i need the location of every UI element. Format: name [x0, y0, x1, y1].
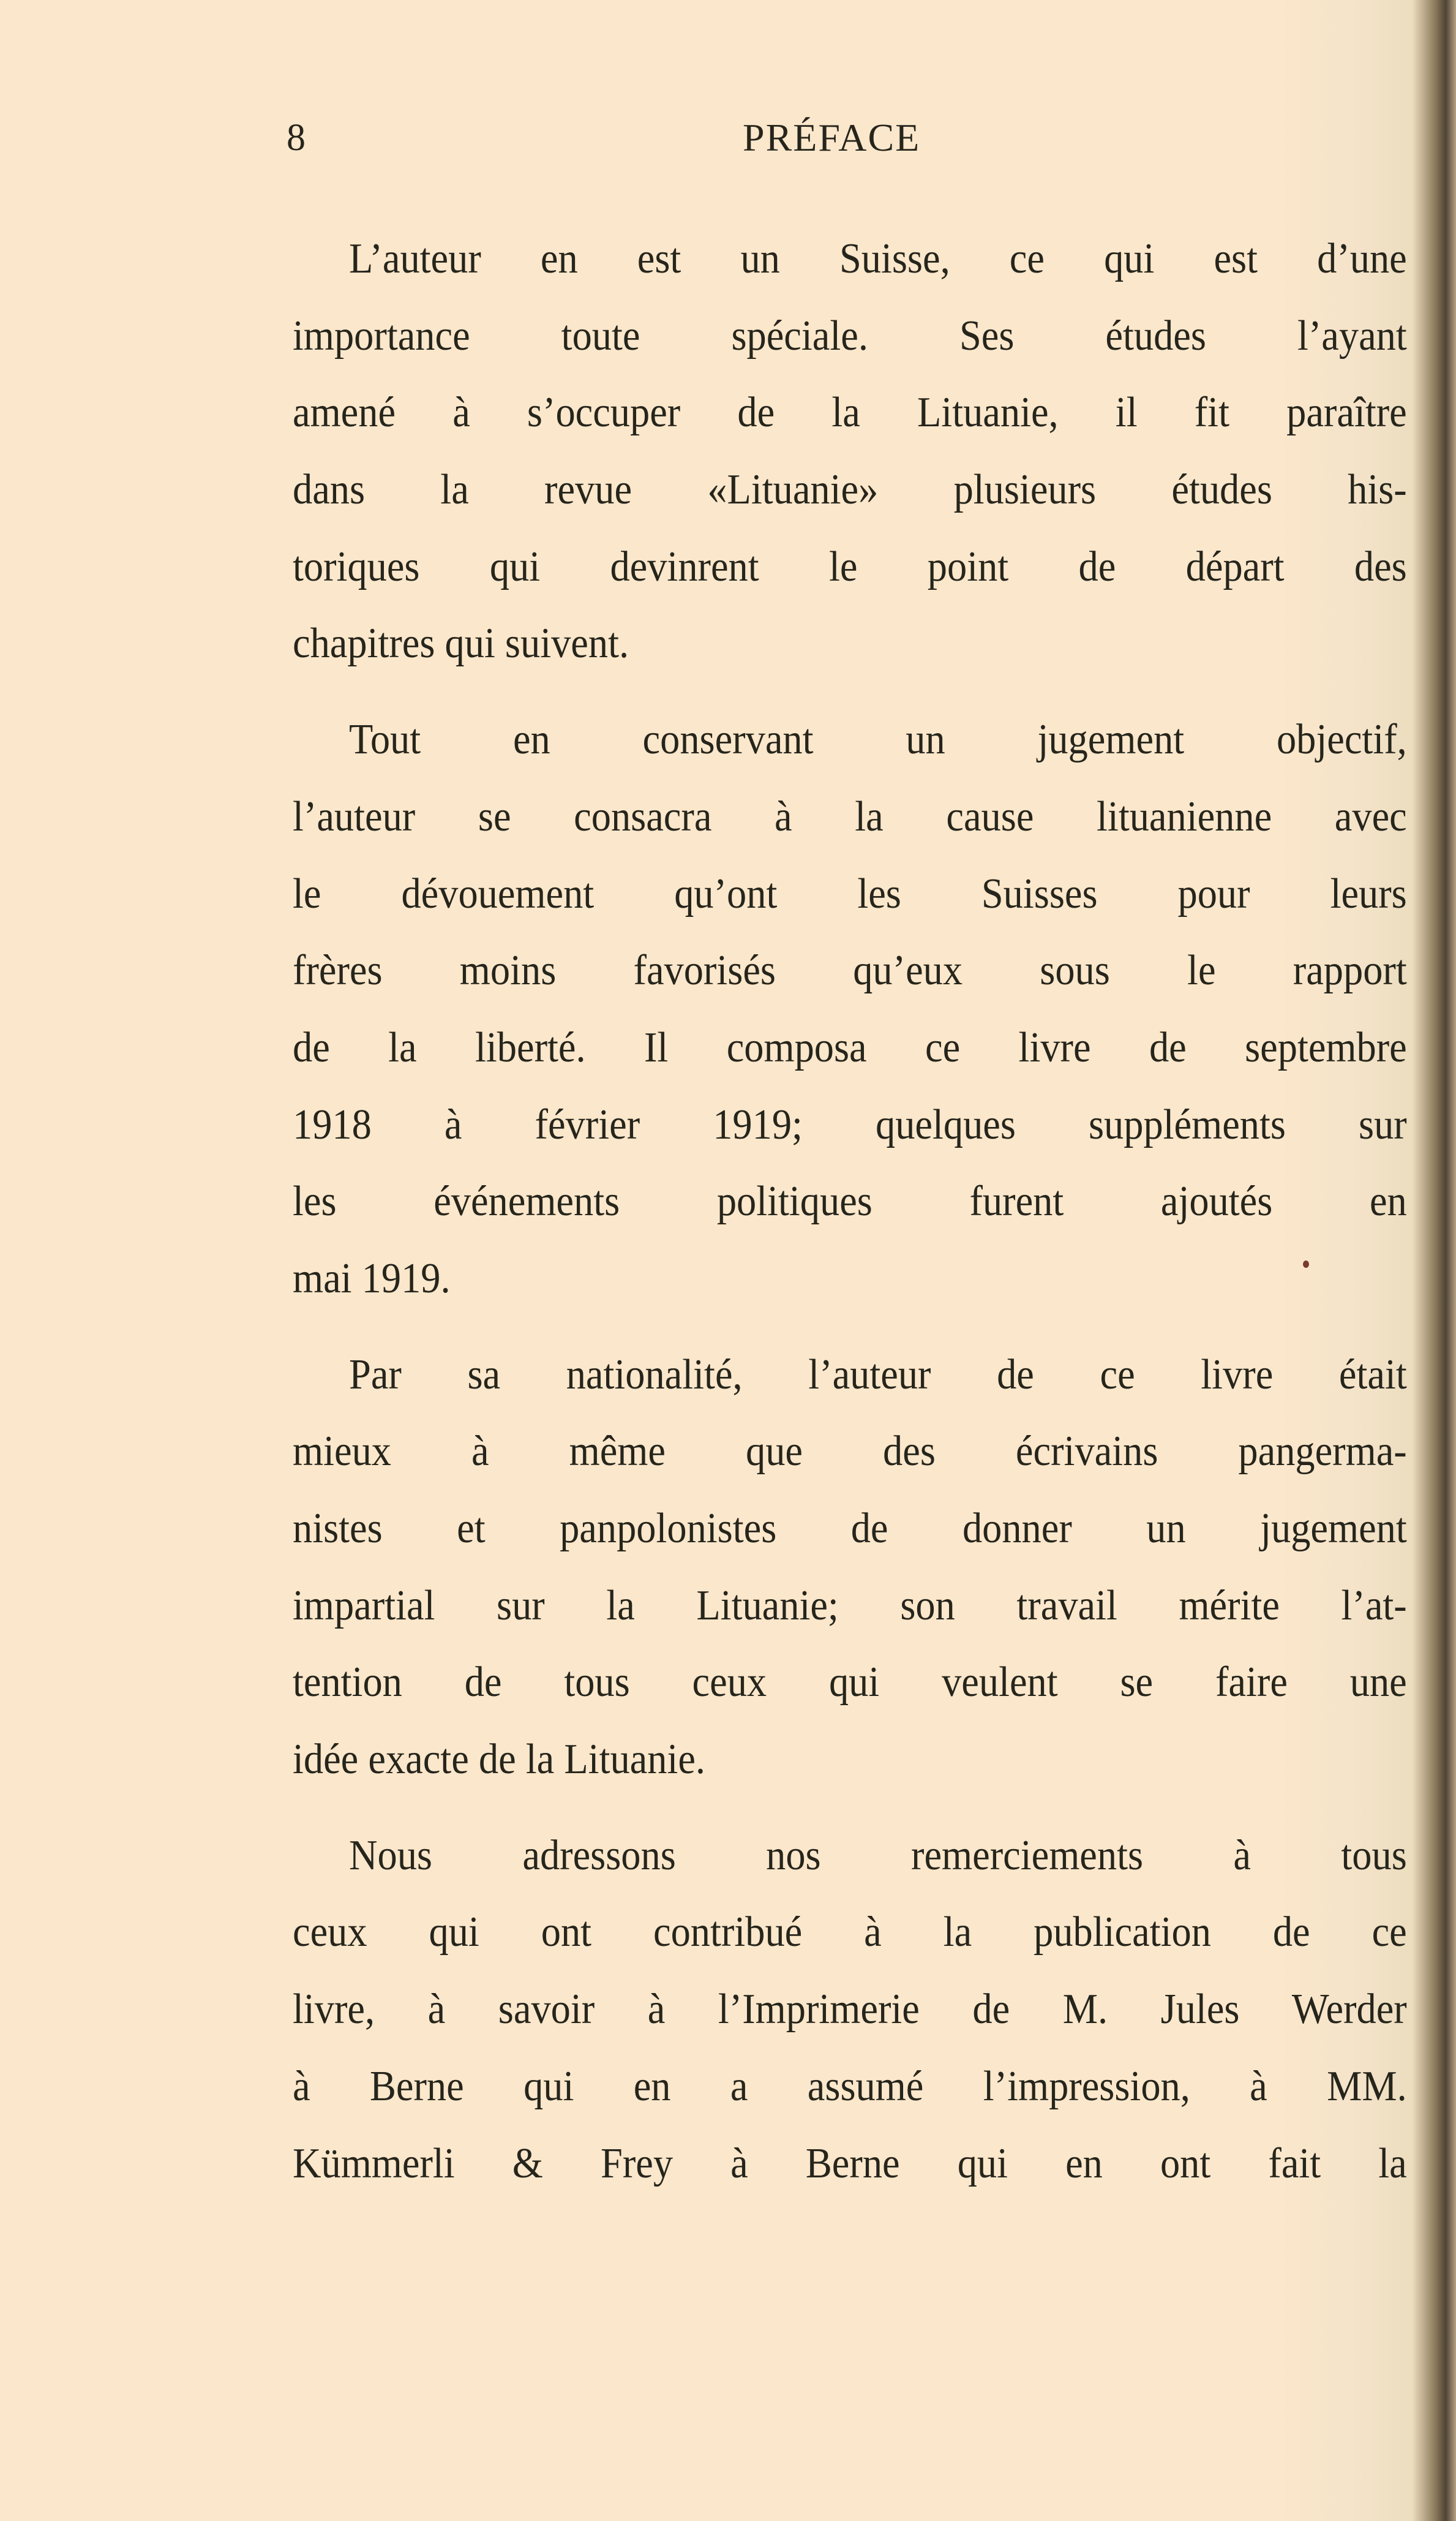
page-number: 8: [287, 117, 306, 159]
text-line: tention de tous ceux qui veulent se faire une: [293, 1659, 1407, 1706]
text-line: toriques qui devinrent le point de départ des: [293, 543, 1407, 590]
text-line: ceux qui ont contribué à la publication de ce: [293, 1909, 1407, 1956]
paragraph: [293, 1336, 1407, 1798]
text-line: Tout en conservant un jugement objectif,: [349, 716, 1407, 764]
text-line: les événements politiques furent ajoutés en: [293, 1178, 1407, 1226]
running-title: PRÉFACE: [743, 116, 921, 159]
text-line: mai 1919.: [293, 1254, 451, 1302]
paragraph: [293, 701, 1407, 1317]
text-line: 1918 à février 1919; quelques suppléments sur: [293, 1101, 1407, 1148]
text-line: livre, à savoir à l’Imprimerie de M. Jules Werder: [293, 1986, 1407, 2033]
text-line: de la liberté. Il composa ce livre de septembre: [293, 1023, 1407, 1071]
text-line: Par sa nationalité, l’auteur de ce livre était: [349, 1351, 1407, 1398]
text-line: Kümmerli & Frey à Berne qui en ont fait la: [293, 2139, 1407, 2187]
text-line: frères moins favorisés qu’eux sous le rapport: [293, 947, 1407, 995]
running-header: [287, 113, 975, 162]
text-line: idée exacte de la Lituanie.: [293, 1736, 706, 1784]
text-line: impartial sur la Lituanie; son travail mérite l’at-: [293, 1581, 1407, 1629]
text-line: nistes et panpolonistes de donner un jugement: [293, 1505, 1407, 1552]
text-line: importance toute spéciale. Ses études l’ayant: [293, 312, 1407, 360]
text-line: mieux à même que des écrivains pangerma-: [293, 1428, 1407, 1475]
text-line: chapitres qui suivent.: [293, 620, 629, 668]
text-line: amené à s’occuper de la Lituanie, il fit paraître: [293, 389, 1407, 437]
text-line: l’auteur se consacra à la cause lituanienne avec: [293, 793, 1407, 840]
text-line: dans la revue «Lituanie» plusieurs études his-: [293, 466, 1407, 514]
text-line: Nous adressons nos remerciements à tous: [349, 1831, 1407, 1879]
text-line: à Berne qui en a assumé l’impression, à MM.: [293, 2062, 1407, 2110]
page-body: [293, 220, 1407, 2221]
text-line: L’auteur en est un Suisse, ce qui est d’une: [349, 235, 1407, 282]
text-line: le dévouement qu’ont les Suisses pour leurs: [293, 870, 1407, 918]
paragraph: [293, 220, 1407, 682]
ink-speck: [1303, 1260, 1309, 1268]
paragraph: [293, 1817, 1407, 2202]
